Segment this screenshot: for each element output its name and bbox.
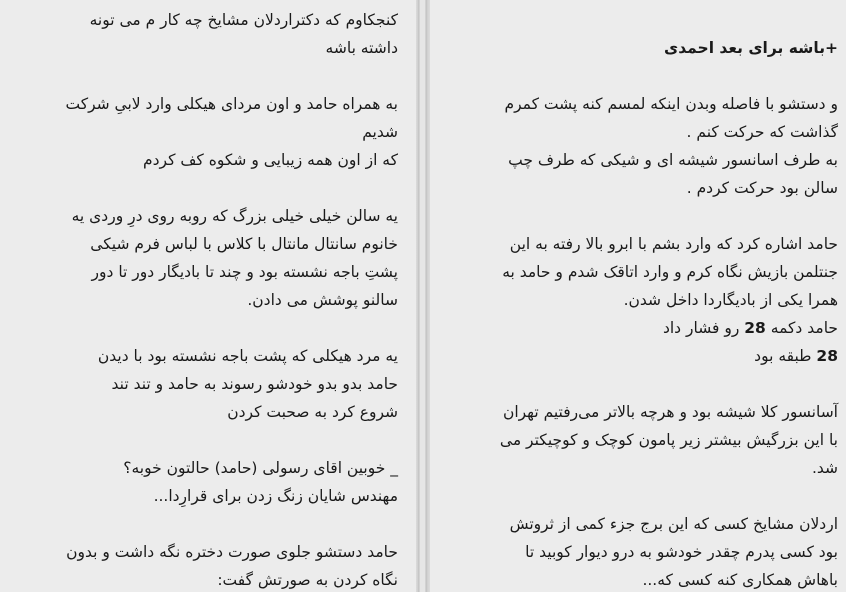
right-page xyxy=(430,0,846,592)
button-line xyxy=(442,314,838,342)
paragraph: یه مرد هیکلی که پشت باجه نشسته بود با دیدن حامد بدو بدو خودشو رسوند به حامد و تند تند شروع کرد به صحبت کردن xyxy=(97,347,398,421)
paragraph: حامد دستشو جلوی صورت دختره نگه داشت و بدون نگاه کردن به صورتش گفت: xyxy=(66,543,398,589)
paragraph: و دستشو با فاصله وبدن اینکه لمسم کنه پشت کمرم گذاشت که حرکت کنم . به طرف اسانسور شیشه ای و شیکی که طرف چپ سالن بود حرکت کردم . xyxy=(504,95,838,197)
page-gutter xyxy=(416,0,430,592)
floor-line-post: طبقه بود xyxy=(754,347,817,365)
paragraph: آسانسور کلا شیشه بود و هرچه بالاتر می‌رفتیم تهران با این بزرگیش بیشتر زیر پامون کوچک و کوچیکتر می شد. xyxy=(499,403,838,477)
floor-number: 28 xyxy=(816,347,838,365)
dialogue-line: +باشه برای بعد احمدی xyxy=(664,39,838,57)
paragraph: کنجکاوم که دکتراردلان مشایخ چه کار م می تونه داشته باشه xyxy=(89,11,398,57)
button-line-pre: حامد دکمه xyxy=(765,319,838,337)
paragraph: اردلان مشایخ کسی که این برج جزء کمی از ثروتش بود کسی پدرم چقدر خودشو به درو دیوار کوبید تا باهاش همکاری کنه کسی که... xyxy=(509,515,838,589)
left-page xyxy=(0,0,416,592)
paragraph: حامد اشاره کرد که وارد بشم با ابرو بالا رفته به این جنتلمن بازیش نگاه کرم و وارد اتاقک شدم و حامد به همرا یکی از بادیگاردا داخل شدن. xyxy=(502,235,838,309)
button-line-post: رو فشار داد xyxy=(662,319,745,337)
button-number: 28 xyxy=(744,319,766,337)
paragraph: به همراه حامد و اون مردای هیکلی وارد لابیِ شرکت شدیم که از اون همه زیبایی و شکوه کف کردم xyxy=(65,95,398,169)
paragraph: _ خوبین اقای رسولی (حامد) حالتون خوبه؟ مهندس شایان زنگ زدن برای قرارِدا... xyxy=(123,459,398,505)
floor-line xyxy=(442,342,838,370)
paragraph: یه سالن خیلی خیلی بزرگ که روبه روی درِ وردی یه خانوم سانتال مانتال با کلاس با لباس فرم شیکی پشتِ باجه نشسته بود و چند تا بادیگار دور تا دور سالنو پوشش می دادن. xyxy=(71,207,398,309)
